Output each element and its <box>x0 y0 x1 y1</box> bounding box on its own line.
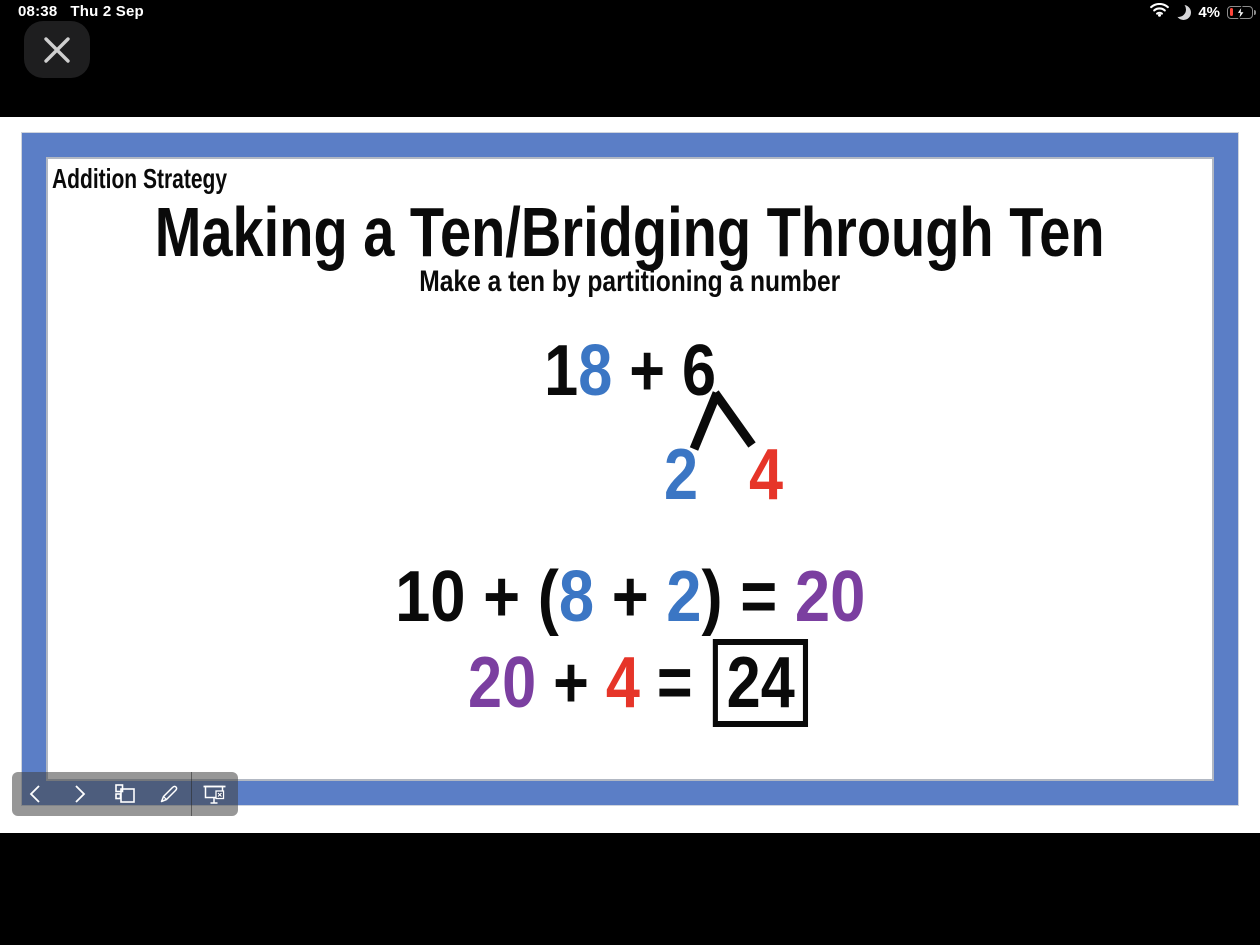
eq2-first: 20 <box>467 643 536 723</box>
eq1-blue-b: 2 <box>666 557 702 637</box>
status-bar <box>0 0 1260 24</box>
status-right <box>1150 3 1253 21</box>
presenter-toolbar <box>12 772 238 816</box>
plus-operator: + <box>612 331 682 411</box>
battery-percent: 4% <box>1198 3 1220 21</box>
slide-title-row <box>0 193 1260 271</box>
battery-level <box>1230 8 1233 16</box>
eq1-plus: + <box>593 557 667 637</box>
chevron-right-icon <box>73 784 87 804</box>
problem-expression-row <box>0 331 1260 411</box>
eq2-second: 4 <box>605 643 640 723</box>
end-presentation-button[interactable] <box>192 772 236 816</box>
clock: 08:38 <box>18 3 58 20</box>
equation2-row <box>8 639 1260 727</box>
addend: 6 <box>681 331 716 411</box>
equation1-row <box>0 557 1260 637</box>
equation2 <box>468 639 808 727</box>
close-icon <box>42 35 72 65</box>
previous-slide-button[interactable] <box>12 772 57 816</box>
eq2-plus: + <box>535 643 606 723</box>
eq1-close: ) = <box>701 557 795 637</box>
status-left <box>18 3 144 20</box>
slide-navigator-button[interactable] <box>102 772 147 816</box>
do-not-disturb-moon-icon <box>1176 5 1191 20</box>
ones-digit: 8 <box>578 331 613 411</box>
eq2-result: 24 <box>726 643 795 723</box>
partition-parts-row <box>664 435 784 515</box>
partition-right-part: 4 <box>749 435 784 515</box>
slide-eyebrow: Addition Strategy <box>52 163 228 194</box>
eq1-result: 20 <box>794 557 866 637</box>
slide-title: Making a Ten/Bridging Through Ten <box>155 193 1105 271</box>
slide-subtitle: Make a ten by partitioning a number <box>419 265 841 298</box>
screen-close-icon <box>203 784 226 805</box>
next-slide-button[interactable] <box>57 772 102 816</box>
draw-button[interactable] <box>147 772 191 816</box>
battery-charging-icon <box>1227 6 1253 19</box>
chevron-left-icon <box>28 784 42 804</box>
battery-nub <box>1254 10 1257 15</box>
pen-icon <box>158 783 180 805</box>
slide-canvas[interactable] <box>0 117 1260 833</box>
eq1-open: 10 + ( <box>394 557 559 637</box>
wifi-icon <box>1150 3 1169 21</box>
tens-digit: 1 <box>544 331 579 411</box>
slides-icon <box>113 783 137 805</box>
equation1 <box>394 557 866 637</box>
close-button[interactable] <box>24 21 90 78</box>
eq2-equals: = <box>639 643 710 723</box>
partition-left-part: 2 <box>664 435 699 515</box>
answer-box <box>713 639 808 727</box>
charging-bolt-icon <box>1235 5 1246 21</box>
slide-subtitle-row <box>0 267 1260 297</box>
eq1-blue-a: 8 <box>558 557 594 637</box>
date: Thu 2 Sep <box>70 3 144 20</box>
